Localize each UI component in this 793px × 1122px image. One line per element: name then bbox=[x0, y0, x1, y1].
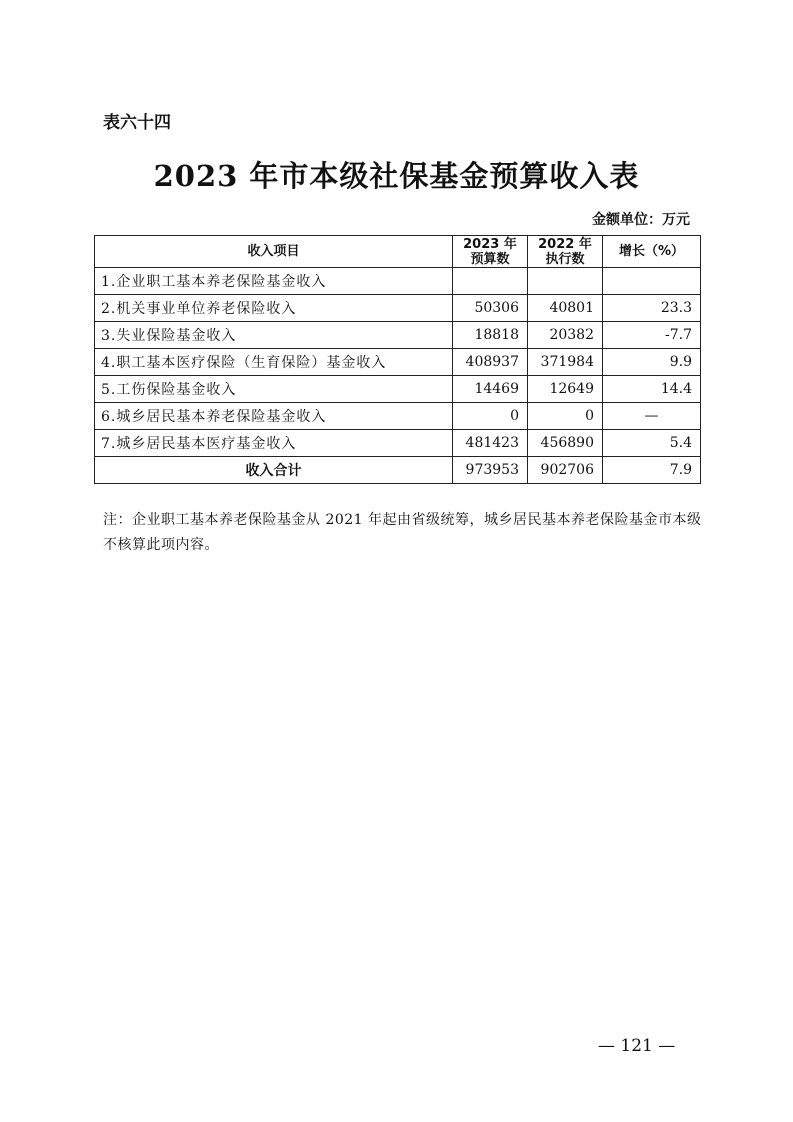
table-row bbox=[95, 403, 701, 430]
row-budget-2023: 50306 bbox=[453, 295, 528, 322]
row-budget-2023: 14469 bbox=[453, 376, 528, 403]
row-actual-2022: 12649 bbox=[528, 376, 603, 403]
table-row bbox=[95, 322, 701, 349]
page-title: 2023 年市本级社保基金预算收入表 bbox=[153, 159, 640, 193]
total-label: 收入合计 bbox=[95, 457, 453, 484]
header-budget-2023 bbox=[453, 236, 528, 268]
row-budget-2023 bbox=[453, 268, 528, 295]
header-item: 收入项目 bbox=[95, 236, 453, 268]
row-actual-2022: 20382 bbox=[528, 322, 603, 349]
table-row bbox=[95, 268, 701, 295]
row-growth: -7.7 bbox=[603, 322, 701, 349]
unit-label: 金额单位：万元 bbox=[592, 212, 690, 228]
budget-table bbox=[94, 235, 701, 484]
table-row bbox=[95, 349, 701, 376]
row-budget-2023: 481423 bbox=[453, 430, 528, 457]
row-item: 6.城乡居民基本养老保险基金收入 bbox=[95, 403, 453, 430]
row-actual-2022 bbox=[528, 268, 603, 295]
row-budget-2023: 18818 bbox=[453, 322, 528, 349]
row-growth: — bbox=[603, 403, 701, 430]
header-actual-2022-line1: 2022 年 bbox=[538, 236, 592, 252]
row-budget-2023: 408937 bbox=[453, 349, 528, 376]
header-actual-2022-line2: 执行数 bbox=[545, 251, 585, 267]
footnote: 注：企业职工基本养老保险基金从 2021 年起由省级统筹，城乡居民基本养老保险基金市本级不核算此项内容。 bbox=[103, 512, 702, 553]
header-budget-2023-line2: 预算数 bbox=[470, 251, 510, 267]
row-growth bbox=[603, 268, 701, 295]
row-actual-2022: 371984 bbox=[528, 349, 603, 376]
total-row bbox=[95, 457, 701, 484]
total-budget-2023: 973953 bbox=[453, 457, 528, 484]
row-item: 3.失业保险基金收入 bbox=[95, 322, 453, 349]
table-row bbox=[95, 295, 701, 322]
row-growth: 14.4 bbox=[603, 376, 701, 403]
table-header-row bbox=[95, 236, 701, 268]
row-actual-2022: 0 bbox=[528, 403, 603, 430]
table-row bbox=[95, 430, 701, 457]
header-budget-2023-line1: 2023 年 bbox=[463, 236, 517, 252]
row-item: 4.职工基本医疗保险（生育保险）基金收入 bbox=[95, 349, 453, 376]
total-growth: 7.9 bbox=[603, 457, 701, 484]
header-actual-2022 bbox=[528, 236, 603, 268]
row-growth: 5.4 bbox=[603, 430, 701, 457]
row-growth: 9.9 bbox=[603, 349, 701, 376]
header-growth: 增长（%） bbox=[603, 236, 701, 268]
row-item: 7.城乡居民基本医疗基金收入 bbox=[95, 430, 453, 457]
row-budget-2023: 0 bbox=[453, 403, 528, 430]
row-actual-2022: 456890 bbox=[528, 430, 603, 457]
row-item: 5.工伤保险基金收入 bbox=[95, 376, 453, 403]
table-number: 表六十四 bbox=[103, 113, 171, 133]
row-actual-2022: 40801 bbox=[528, 295, 603, 322]
row-growth: 23.3 bbox=[603, 295, 701, 322]
table-row bbox=[95, 376, 701, 403]
total-actual-2022: 902706 bbox=[528, 457, 603, 484]
page-number: — 121 — bbox=[598, 1036, 676, 1056]
row-item: 2.机关事业单位养老保险收入 bbox=[95, 295, 453, 322]
row-item: 1.企业职工基本养老保险基金收入 bbox=[95, 268, 453, 295]
